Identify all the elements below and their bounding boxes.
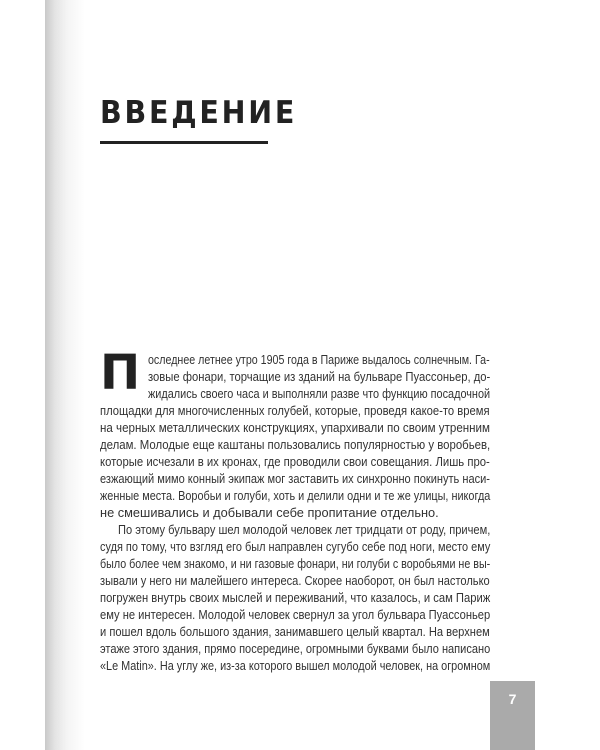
text-line: судя по тому, что взгляд его был направлен сугубо себе под ноги, место ему <box>100 539 491 554</box>
text-line: зовые фонари, торчащие из зданий на бульваре Пуассоньер, до- <box>148 369 491 384</box>
text-line: «Le Matin». На углу же, из-за которого вышел молодой человек, на огромном <box>100 658 491 673</box>
left-gutter <box>0 0 45 750</box>
text-line: жидались своего часа и выполняли разве что функцию посадочной <box>148 386 491 401</box>
text-line: погружен внутрь своих мыслей и переживаний, что казалось, и сам Париж <box>100 590 491 605</box>
text-line: оследнее летнее утро 1905 года в Париже выдалось солнечным. Га- <box>148 352 490 367</box>
text-line: не смешивались и добывали себе пропитание отдельно. <box>100 505 439 520</box>
text-line: зывали у него ни малейшего интереса. Скорее наоборот, он был настолько <box>100 573 490 588</box>
title-underline <box>100 141 268 144</box>
book-page <box>45 0 600 750</box>
text-line: на черных металлических конструкциях, упархивали по своим утренним <box>100 420 490 435</box>
drop-cap: П <box>100 345 141 401</box>
text-line: этаже этого здания, прямо посередине, огромными буквами было написано <box>100 641 491 656</box>
text-line: и пошел вдоль большого здания, занимавшего целый квартал. На верхнем <box>100 624 490 639</box>
text-line: ему не интересен. Молодой человек свернул за угол бульвара Пуассоньер <box>100 607 491 622</box>
text-line: было более чем знакомо, и ни газовые фонари, ни голуби с воробьями не вы- <box>100 556 491 571</box>
text-line: езжающий мимо конный экипаж мог заставить их синхронно покинуть наси- <box>100 471 490 486</box>
text-line: По этому бульвару шел молодой человек лет тридцати от роду, причем, <box>118 522 491 537</box>
page-number: 7 <box>490 681 535 750</box>
text-line: делам. Молодые еще каштаны пользовались популярностью у воробьев, <box>100 437 491 452</box>
text-line: площадки для многочисленных голубей, которые, проведя какое-то время <box>100 403 490 418</box>
text-line: которые исчезали в их кронах, где проводили свои совещания. Лишь про- <box>100 454 490 469</box>
chapter-title: ВВЕДЕНИЕ <box>100 95 298 131</box>
text-line: женные места. Воробьи и голуби, хоть и делили одни и те же улицы, никогда <box>100 488 491 503</box>
